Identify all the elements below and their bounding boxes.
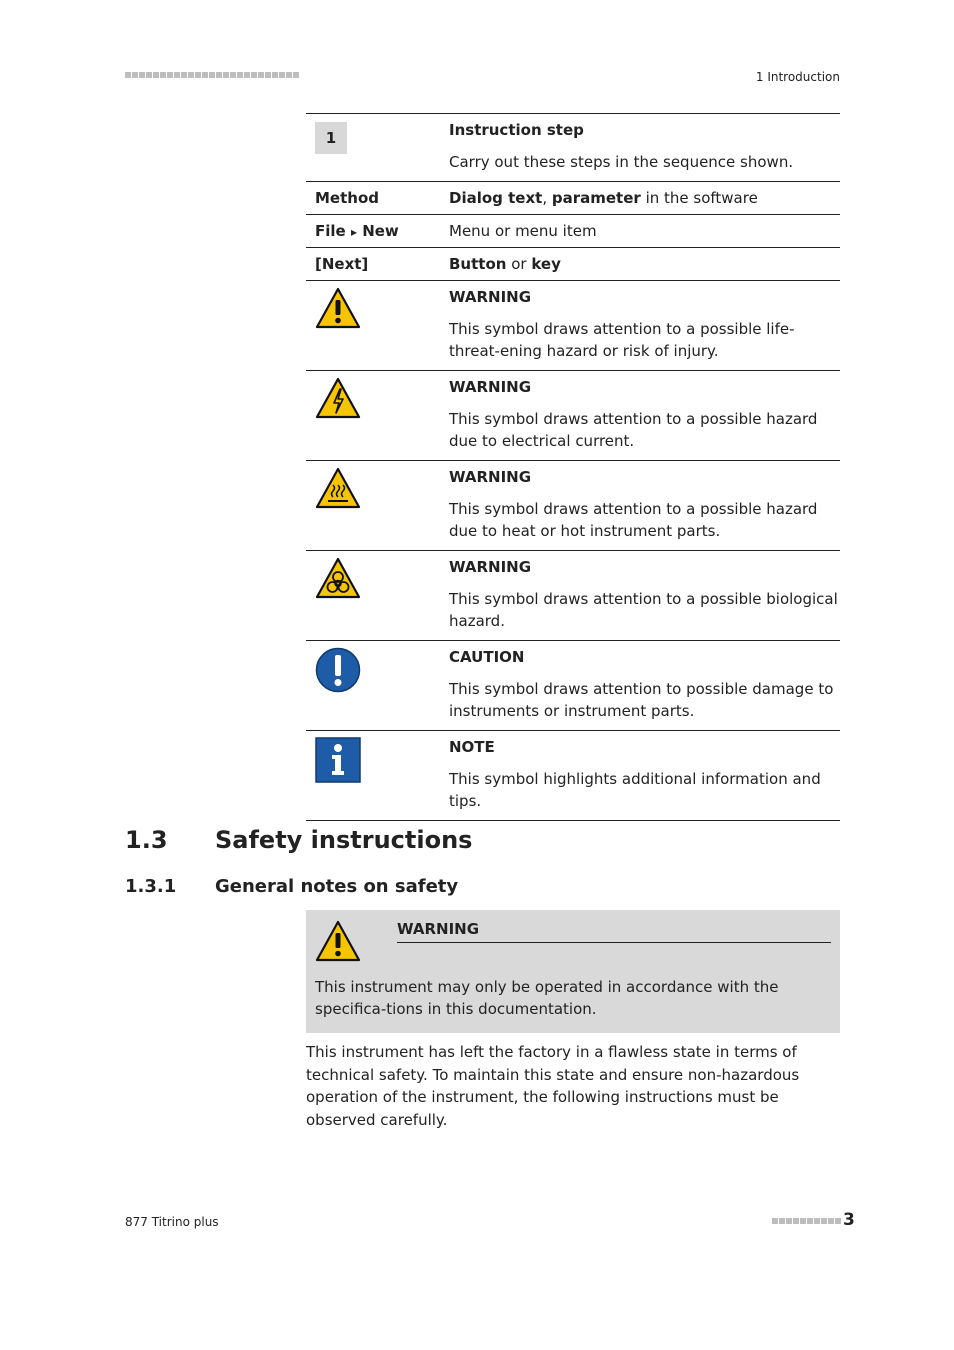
warning-box-title: WARNING (397, 920, 831, 943)
table-row (306, 731, 840, 821)
warning-icon (315, 920, 361, 966)
electrical-hazard-icon (315, 377, 361, 421)
symbol-text: This symbol draws attention to possible damage to instruments or instrument parts. (449, 680, 834, 720)
table-row (306, 551, 840, 641)
symbol-text: This symbol draws attention to a possible hazard due to heat or hot instrument parts. (449, 500, 818, 540)
table-row (306, 182, 840, 215)
footer-decoration (772, 1218, 841, 1224)
menu-new-label: New (362, 222, 399, 240)
dialog-text-example: Dialog text (449, 189, 543, 207)
button-example: Button (449, 255, 507, 273)
info-icon (315, 737, 361, 781)
table-row (306, 114, 840, 182)
header-section-title: 1 Introduction (755, 70, 840, 84)
symbol-title: WARNING (449, 288, 532, 306)
section-heading (125, 826, 472, 854)
subsection-number: 1.3.1 (125, 876, 177, 897)
warning-icon (315, 287, 361, 331)
symbol-title: WARNING (449, 468, 532, 486)
header-decoration (125, 72, 299, 78)
warning-box-text: This instrument may only be operated in accordance with the specifica-tions in this documentation. (315, 978, 779, 1018)
table-row (306, 461, 840, 551)
footer-product: 877 Titrino plus (125, 1215, 219, 1229)
symbol-title: NOTE (449, 738, 495, 756)
table-row (306, 281, 840, 371)
step-text: Carry out these steps in the sequence shown. (449, 153, 794, 171)
symbol-title: WARNING (449, 378, 532, 396)
symbol-text: This symbol draws attention to a possible life-threat-ening hazard or risk of injury. (449, 320, 795, 360)
menu-arrow-icon: ▸ (350, 225, 357, 239)
method-label: Method (315, 189, 379, 207)
menu-file-label: File (315, 222, 346, 240)
step-number-box: 1 (315, 122, 347, 154)
symbol-text: This symbol draws attention to a possible biological hazard. (449, 590, 838, 630)
caution-icon (315, 647, 361, 691)
table-row (306, 641, 840, 731)
hot-surface-icon (315, 467, 361, 511)
subsection-title: General notes on safety (215, 876, 459, 897)
section-title: Safety instructions (215, 826, 473, 854)
page-number: 3 (843, 1210, 855, 1230)
symbol-text: This symbol draws attention to a possible hazard due to electrical current. (449, 410, 818, 450)
subsection-heading (125, 876, 458, 897)
conventions-table (306, 113, 840, 821)
section-number: 1.3 (125, 826, 168, 854)
table-row (306, 371, 840, 461)
table-row (306, 248, 840, 281)
warning-box (306, 910, 840, 1033)
symbol-title: WARNING (449, 558, 532, 576)
key-example: key (531, 255, 561, 273)
separator: , (542, 189, 552, 207)
symbol-text: This symbol highlights additional information and tips. (449, 770, 821, 810)
or-text: or (506, 255, 532, 273)
symbol-title: CAUTION (449, 648, 525, 666)
safety-paragraph: This instrument has left the factory in a flawless state in terms of technical safety. To maintain this state and ensure non-hazardous operation of the instrument, the following instructions must be observed carefully. (306, 1043, 800, 1129)
menu-text: Menu or menu item (449, 222, 597, 240)
parameter-example: parameter (551, 189, 641, 207)
method-rest: in the software (640, 189, 758, 207)
table-row (306, 215, 840, 248)
button-label: [Next] (315, 255, 369, 273)
biohazard-icon (315, 557, 361, 601)
step-title: Instruction step (449, 121, 584, 139)
